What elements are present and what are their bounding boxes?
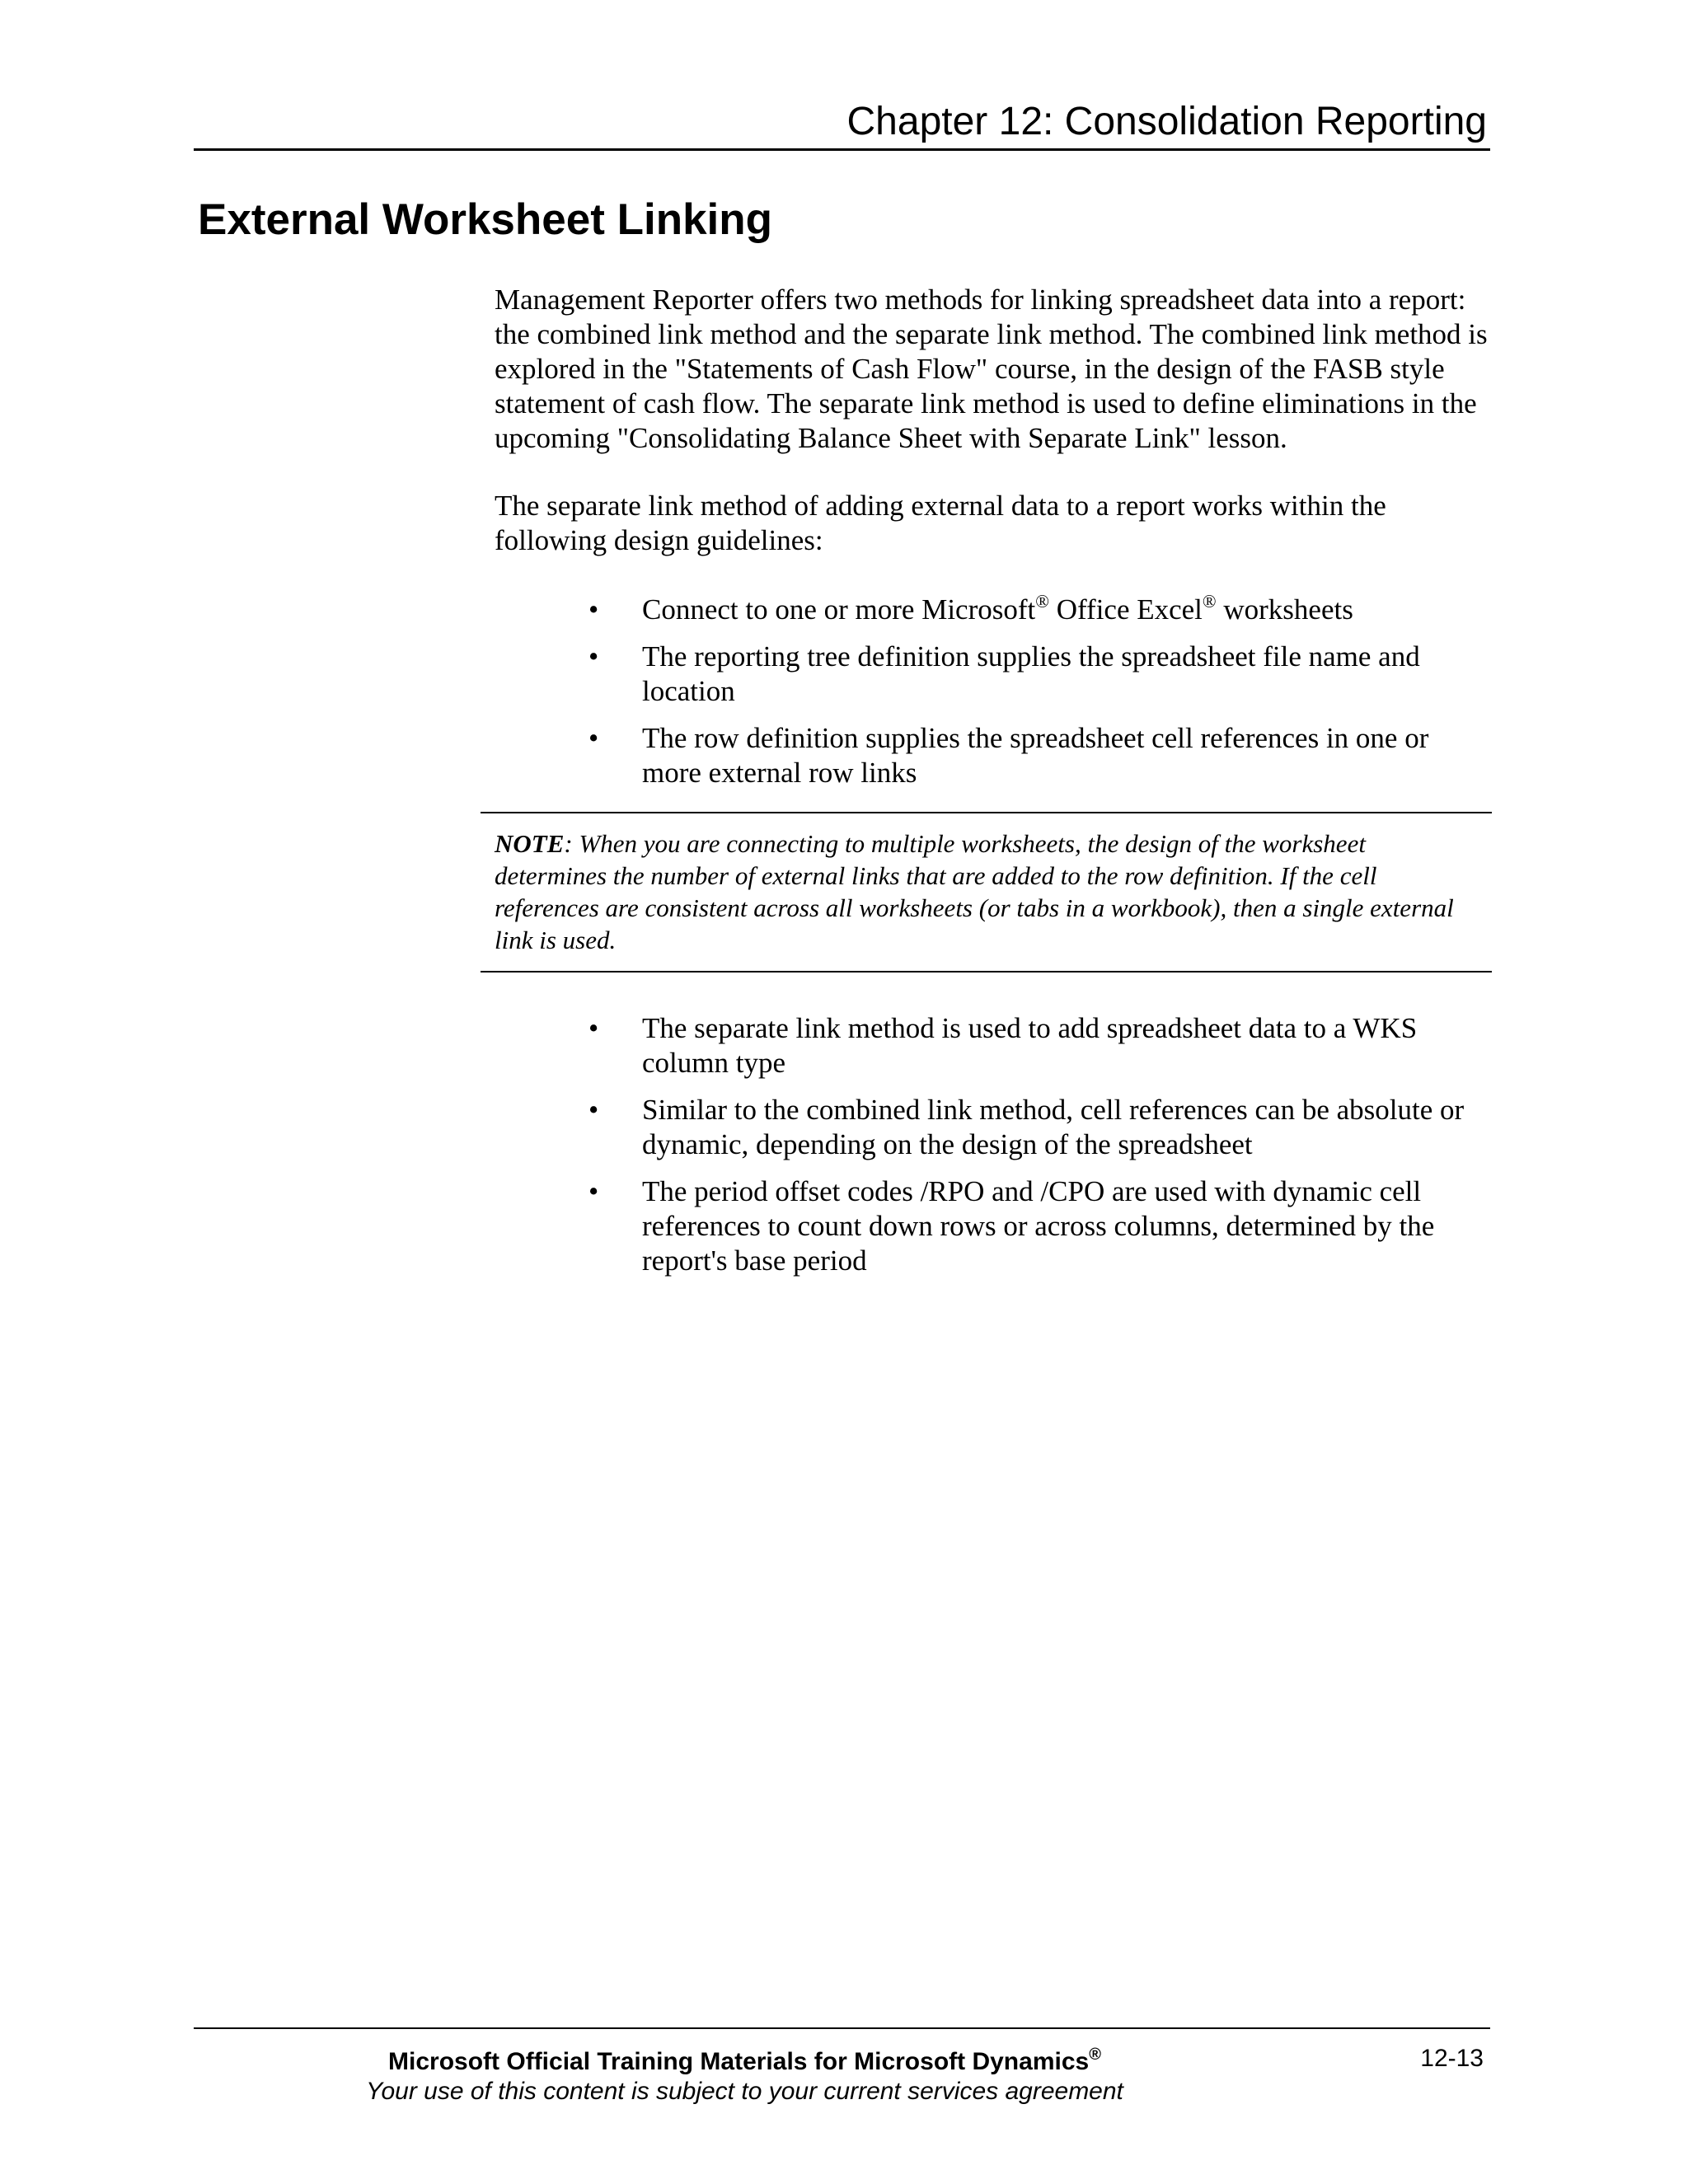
list-item (495, 640, 1492, 709)
intro-paragraph: Management Reporter offers two methods for linking spreadsheet data into a report: the combined link method and the separate link method. The combined link method is explored in the "Statements of Cash Flow" course, in the design of the FASB style statement of cash flow. The separate link method is used to define eliminations in the upcoming "Consolidating Balance Sheet with Separate Link" lesson. (495, 284, 1488, 454)
list-item-text: The period offset codes /RPO and /CPO are used with dynamic cell references to count down rows or across columns, determined by the report's base period (642, 1175, 1435, 1277)
list-item (495, 1011, 1492, 1080)
list-item-text: The reporting tree definition supplies the spreadsheet file name and location (642, 640, 1420, 707)
list-item-text: The row definition supplies the spreadsheet cell references in one or more external row links (642, 722, 1429, 789)
list-item-text-part: Connect to one or more Microsoft (642, 593, 1036, 626)
bullet-icon: • (588, 1094, 599, 1126)
list-item-text-part: worksheets (1216, 593, 1353, 626)
note-label: NOTE (495, 829, 565, 858)
list-item (495, 1093, 1492, 1162)
method-details-list (495, 1011, 1492, 1278)
page-header (194, 92, 1490, 151)
list-item (495, 1174, 1492, 1278)
registered-mark: ® (1035, 591, 1049, 612)
list-item (495, 593, 1492, 627)
footer-notice: Your use of this content is subject to your current services agreement (366, 2078, 1123, 2105)
note-box (481, 812, 1492, 972)
footer-title-text: Microsoft Official Training Materials for Microsoft Dynamics (388, 2048, 1090, 2075)
registered-mark: ® (1202, 591, 1217, 612)
page-footer (194, 2027, 1490, 2120)
bullet-icon: • (588, 593, 599, 626)
guidelines-list (495, 593, 1492, 790)
content-body (495, 283, 1492, 1291)
section-title: External Worksheet Linking (198, 195, 773, 244)
list-item (495, 721, 1492, 790)
guidelines-intro-paragraph: The separate link method of adding external data to a report works within the following design guidelines: (495, 490, 1386, 556)
list-item-text: Similar to the combined link method, cell references can be absolute or dynamic, depending on the design of the spreadsheet (642, 1094, 1465, 1160)
list-item-text: The separate link method is used to add spreadsheet data to a WKS column type (642, 1012, 1418, 1079)
note-text: : When you are connecting to multiple worksheets, the design of the worksheet determines the number of external links that are added to the row definition. If the cell references are consistent across all worksheets (or tabs in a workbook), then a single external link is used. (495, 829, 1454, 954)
registered-mark: ® (1089, 2046, 1101, 2064)
page-number: 12-13 (1420, 2045, 1484, 2072)
bullet-icon: • (588, 722, 599, 754)
bullet-icon: • (588, 1175, 599, 1207)
chapter-title: Chapter 12: Consolidation Reporting (846, 100, 1487, 143)
list-item-text-part: Office Excel (1048, 593, 1203, 626)
bullet-icon: • (588, 1012, 599, 1044)
footer-title (194, 2047, 1296, 2077)
bullet-icon: • (588, 640, 599, 673)
